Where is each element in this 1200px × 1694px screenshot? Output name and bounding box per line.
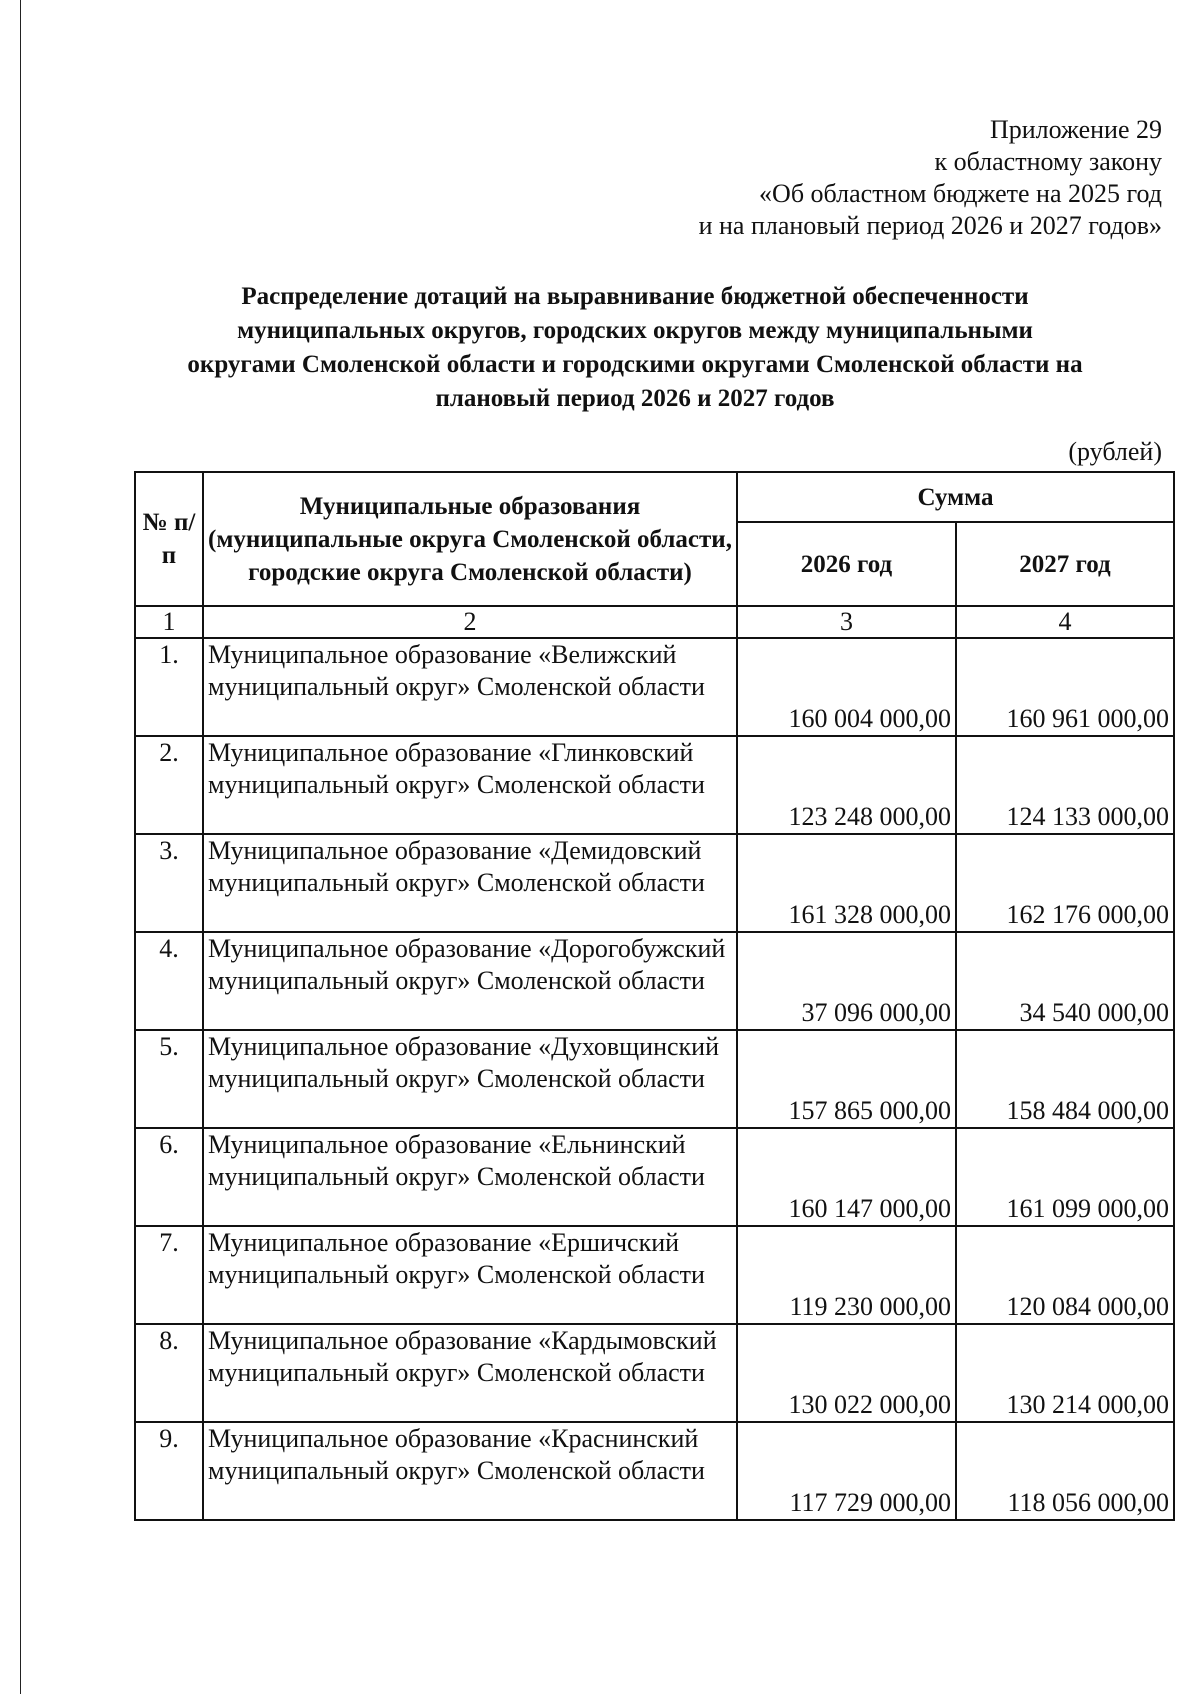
table-row xyxy=(135,1030,1174,1128)
amount-2026: 130 022 000,00 xyxy=(737,1324,956,1422)
table-row xyxy=(135,932,1174,1030)
column-number: 4 xyxy=(956,606,1174,638)
header-municipality: Муниципальные образования (муниципальные округа Смоленской области, городские округа Смоленской области) xyxy=(203,472,737,606)
column-numbers-row xyxy=(135,606,1174,638)
distribution-table xyxy=(134,471,1175,1521)
table-row xyxy=(135,1422,1174,1520)
header-year-2026: 2026 год xyxy=(737,522,956,606)
document-title xyxy=(95,280,1175,416)
row-number: 4. xyxy=(135,932,203,1030)
amount-2027: 161 099 000,00 xyxy=(956,1128,1174,1226)
amount-2026: 160 004 000,00 xyxy=(737,638,956,736)
row-number: 2. xyxy=(135,736,203,834)
municipality-name: Муниципальное образование «Ершичский муниципальный округ» Смоленской области xyxy=(203,1226,737,1324)
amount-2027: 118 056 000,00 xyxy=(956,1422,1174,1520)
header-sum: Сумма xyxy=(737,472,1174,522)
amount-2027: 158 484 000,00 xyxy=(956,1030,1174,1128)
table-row xyxy=(135,736,1174,834)
appendix-header xyxy=(699,114,1162,242)
title-line: муниципальных округов, городских округов между муниципальными xyxy=(237,317,1033,344)
amount-2026: 123 248 000,00 xyxy=(737,736,956,834)
appendix-law-title: «Об областном бюджете на 2025 год xyxy=(759,179,1162,208)
amount-2027: 120 084 000,00 xyxy=(956,1226,1174,1324)
column-number: 2 xyxy=(203,606,737,638)
appendix-law-ref: к областному закону xyxy=(934,147,1162,176)
row-number: 5. xyxy=(135,1030,203,1128)
amount-2026: 157 865 000,00 xyxy=(737,1030,956,1128)
appendix-law-period: и на плановый период 2026 и 2027 годов» xyxy=(698,211,1162,240)
table-row xyxy=(135,1324,1174,1422)
column-number: 3 xyxy=(737,606,956,638)
municipality-name: Муниципальное образование «Дорогобужский муниципальный округ» Смоленской области xyxy=(203,932,737,1030)
units-label: (рублей) xyxy=(1068,437,1162,466)
municipality-name: Муниципальное образование «Краснинский муниципальный округ» Смоленской области xyxy=(203,1422,737,1520)
table-row xyxy=(135,834,1174,932)
municipality-name: Муниципальное образование «Глинковский муниципальный округ» Смоленской области xyxy=(203,736,737,834)
amount-2026: 37 096 000,00 xyxy=(737,932,956,1030)
row-number: 6. xyxy=(135,1128,203,1226)
table-row xyxy=(135,638,1174,736)
table-row xyxy=(135,1226,1174,1324)
row-number: 3. xyxy=(135,834,203,932)
row-number: 1. xyxy=(135,638,203,736)
column-number: 1 xyxy=(135,606,203,638)
appendix-number: Приложение 29 xyxy=(989,115,1162,144)
header-year-2027: 2027 год xyxy=(956,522,1174,606)
amount-2027: 160 961 000,00 xyxy=(956,638,1174,736)
header-number: № п/п xyxy=(135,472,203,606)
amount-2026: 119 230 000,00 xyxy=(737,1226,956,1324)
municipality-name: Муниципальное образование «Духовщинский муниципальный округ» Смоленской области xyxy=(203,1030,737,1128)
amount-2027: 162 176 000,00 xyxy=(956,834,1174,932)
municipality-name: Муниципальное образование «Демидовский муниципальный округ» Смоленской области xyxy=(203,834,737,932)
amount-2027: 124 133 000,00 xyxy=(956,736,1174,834)
row-number: 9. xyxy=(135,1422,203,1520)
amount-2027: 130 214 000,00 xyxy=(956,1324,1174,1422)
amount-2027: 34 540 000,00 xyxy=(956,932,1174,1030)
title-line: Распределение дотаций на выравнивание бюджетной обеспеченности xyxy=(241,283,1029,310)
title-line: плановый период 2026 и 2027 годов xyxy=(435,385,835,412)
municipality-name: Муниципальное образование «Велижский муниципальный округ» Смоленской области xyxy=(203,638,737,736)
title-line: округами Смоленской области и городскими округами Смоленской области на xyxy=(187,351,1083,378)
scan-margin-line xyxy=(20,0,21,1694)
amount-2026: 161 328 000,00 xyxy=(737,834,956,932)
municipality-name: Муниципальное образование «Ельнинский муниципальный округ» Смоленской области xyxy=(203,1128,737,1226)
amount-2026: 160 147 000,00 xyxy=(737,1128,956,1226)
row-number: 7. xyxy=(135,1226,203,1324)
amount-2026: 117 729 000,00 xyxy=(737,1422,956,1520)
row-number: 8. xyxy=(135,1324,203,1422)
municipality-name: Муниципальное образование «Кардымовский муниципальный округ» Смоленской области xyxy=(203,1324,737,1422)
table-row xyxy=(135,1128,1174,1226)
